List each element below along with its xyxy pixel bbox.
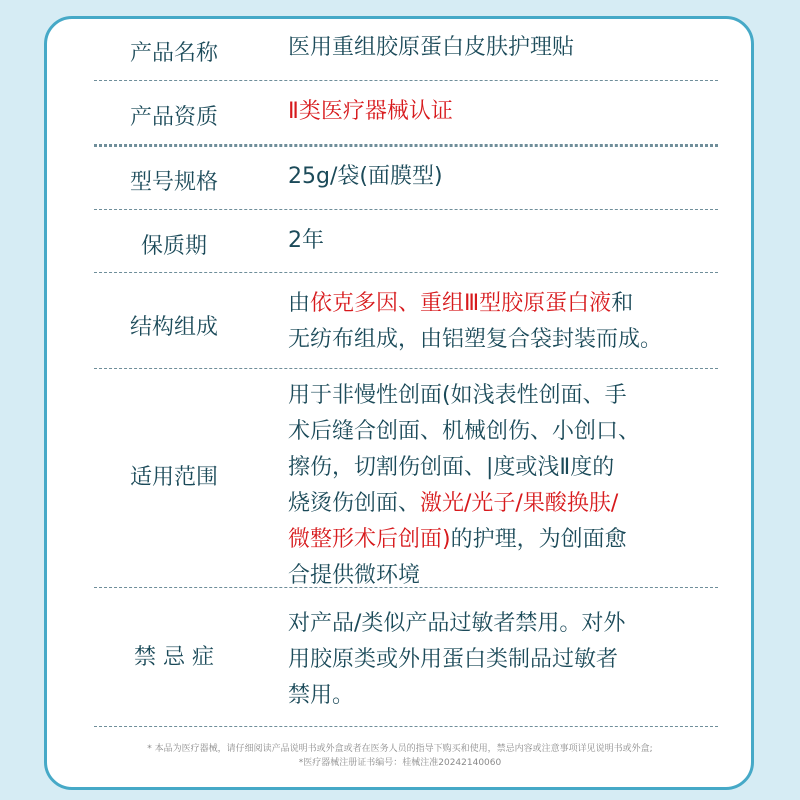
label-scope: 适用范围 <box>129 465 218 490</box>
value-product-name: 医用重组胶原蛋白皮肤护理贴 <box>288 35 575 60</box>
value-spec: 25g/袋(面膜型) <box>288 164 443 189</box>
label-shelf-life: 保质期 <box>140 234 207 259</box>
label-product-name: 产品名称 <box>129 41 218 66</box>
value-scope: 用于非慢性创面(如浅表性创面、手 术后缝合创面、机械创伤、小创口、 擦伤，切割伤创面、|度或浅Ⅱ度的 烧烫伤创面、激光/光子/果酸换肤/ 微整形术后创面)的护理，为创面愈 合提供微环境 <box>288 383 641 588</box>
label-qualification: 产品资质 <box>129 105 218 130</box>
label-spec: 型号规格 <box>129 170 218 195</box>
value-shelf-life: 2年 <box>288 228 324 253</box>
value-qualification: Ⅱ类医疗器械认证 <box>288 99 453 124</box>
label-composition: 结构组成 <box>129 315 218 340</box>
value-contraindications: 对产品/类似产品过敏者禁用。对外 用胶原类或外用蛋白类制品过敏者 禁用。 <box>288 611 626 708</box>
value-composition: 由依克多因、重组Ⅲ型胶原蛋白液和 无纺布组成，由铝塑复合袋封装而成。 <box>288 291 663 352</box>
footnote-registration: *医疗器械注册证书编号：桂械注准20242140060 <box>298 758 502 768</box>
footnote-usage: * 本品为医疗器械，请仔细阅读产品说明书或外盒或者在医务人员的指导下购买和使用，禁忌内容或注意事项详见说明书或外盒; <box>147 744 653 754</box>
label-contraindications: 禁 忌 症 <box>134 645 214 670</box>
